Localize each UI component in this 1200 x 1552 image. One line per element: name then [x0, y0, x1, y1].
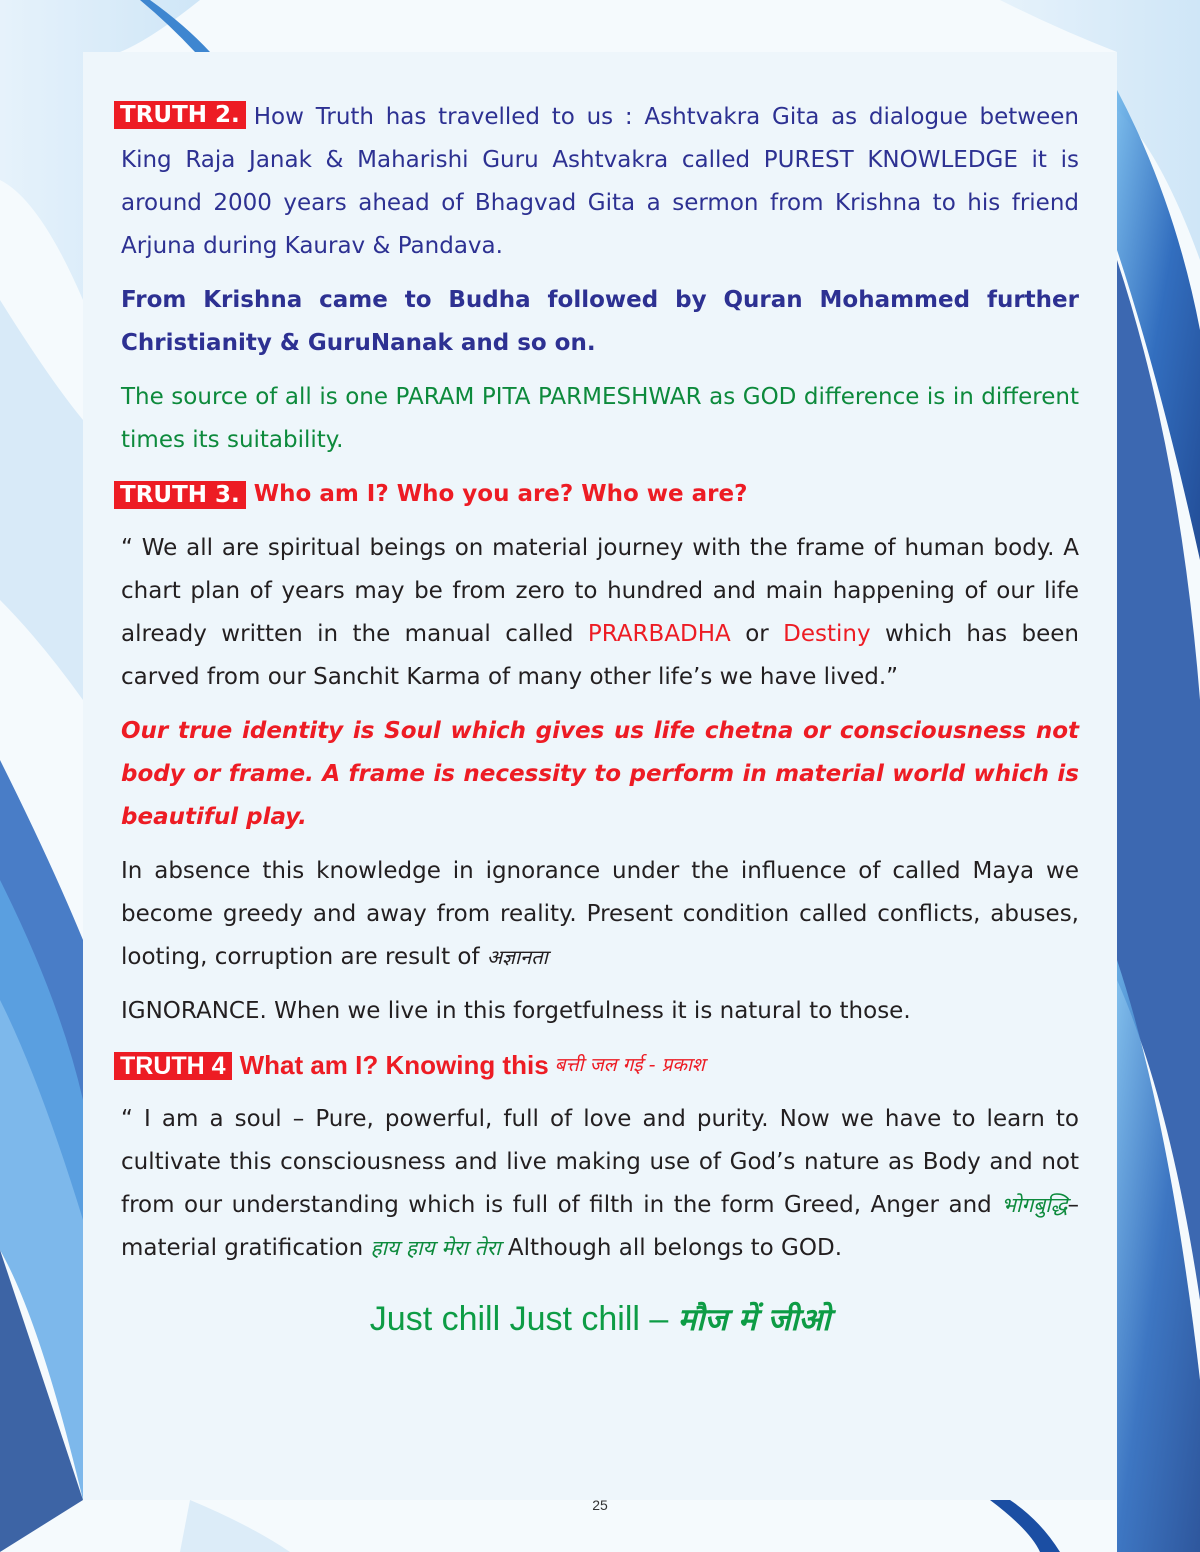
- gratification-text: – material gratification: [121, 1192, 1079, 1261]
- truth4-quote: “ I am a soul – Pure, powerful, full of love and purity. Now we have to learn to cultivate this consciousness and live making use of God’s nature as Body and not from our understanding which is full of filth in the form Greed, Anger and: [121, 1106, 1079, 1218]
- closing-hindi: मौज में जीओ: [677, 1302, 831, 1338]
- absence-paragraph: [121, 850, 1079, 979]
- belongs-text: Although all belongs to GOD.: [500, 1235, 843, 1261]
- hay-hay-phrase: हाय हाय मेरा तेरा: [370, 1236, 501, 1260]
- absence-text: In absence this knowledge in ignorance under the influence of called Maya we become greedy and away from reality. Present condition called conflicts, abuses, looting, corruption are result of: [121, 858, 1079, 970]
- truth4-heading-text: What am I? Knowing this: [239, 1050, 549, 1080]
- truth2-badge: TRUTH 2.: [114, 101, 246, 129]
- or-word: or: [730, 621, 784, 647]
- ignorance-paragraph: IGNORANCE. When we live in this forgetfulness it is natural to those.: [121, 998, 911, 1024]
- truth3-quote-paragraph: [121, 527, 1079, 699]
- truth3-heading-text: Who am I? Who you are? Who we are?: [253, 481, 748, 507]
- closing-line: [0, 1298, 1200, 1340]
- destiny-term: Destiny: [783, 621, 871, 647]
- page-number: 25: [592, 1497, 608, 1513]
- truth2-text: How Truth has travelled to us : Ashtvakra Gita as dialogue between King Raja Janak & Maharishi Guru Ashtvakra called PUREST KNOWLEDGE it is around 2000 years ahead of Bhagvad Gita a sermon from Krishna to his friend Arjuna during Kaurav & Pandava.: [121, 104, 1079, 259]
- truth2-green-paragraph: The source of all is one PARAM PITA PARMESHWAR as GOD difference is in different times its suitability.: [121, 384, 1079, 453]
- page-content: [121, 96, 1079, 1281]
- prarbadha-term: PRARBADHA: [587, 621, 731, 647]
- truth2-paragraph: [121, 96, 1079, 268]
- bhogbuddhi-word: भोगबुद्धि: [1001, 1193, 1068, 1217]
- truth4-badge: TRUTH 4: [114, 1052, 232, 1080]
- agyanta-word: अज्ञानता: [486, 945, 548, 969]
- truth4-heading-hindi: बत्ती जल गई - प्रकाश: [554, 1054, 705, 1076]
- truth2-bold-paragraph: From Krishna came to Budha followed by Quran Mohammed further Christianity & GuruNanak and so on.: [121, 287, 1079, 356]
- truth3-quote-end: which has been carved from our Sanchit Karma of many other life’s we have lived.”: [121, 621, 1079, 690]
- truth3-badge: TRUTH 3.: [114, 481, 246, 509]
- truth4-quote-paragraph: [121, 1098, 1079, 1270]
- truth3-heading: [121, 473, 1079, 516]
- closing-text: Just chill Just chill –: [369, 1300, 669, 1338]
- truth4-heading: [121, 1044, 1079, 1087]
- truth3-quote-start: “ We all are spiritual beings on material journey with the frame of human body. A chart plan of years may be from zero to hundred and main happening of our life already written in the manual called: [121, 535, 1079, 647]
- identity-paragraph: Our true identity is Soul which gives us life chetna or consciousness not body or frame. A frame is necessity to perform in material world which is beautiful play.: [121, 718, 1079, 830]
